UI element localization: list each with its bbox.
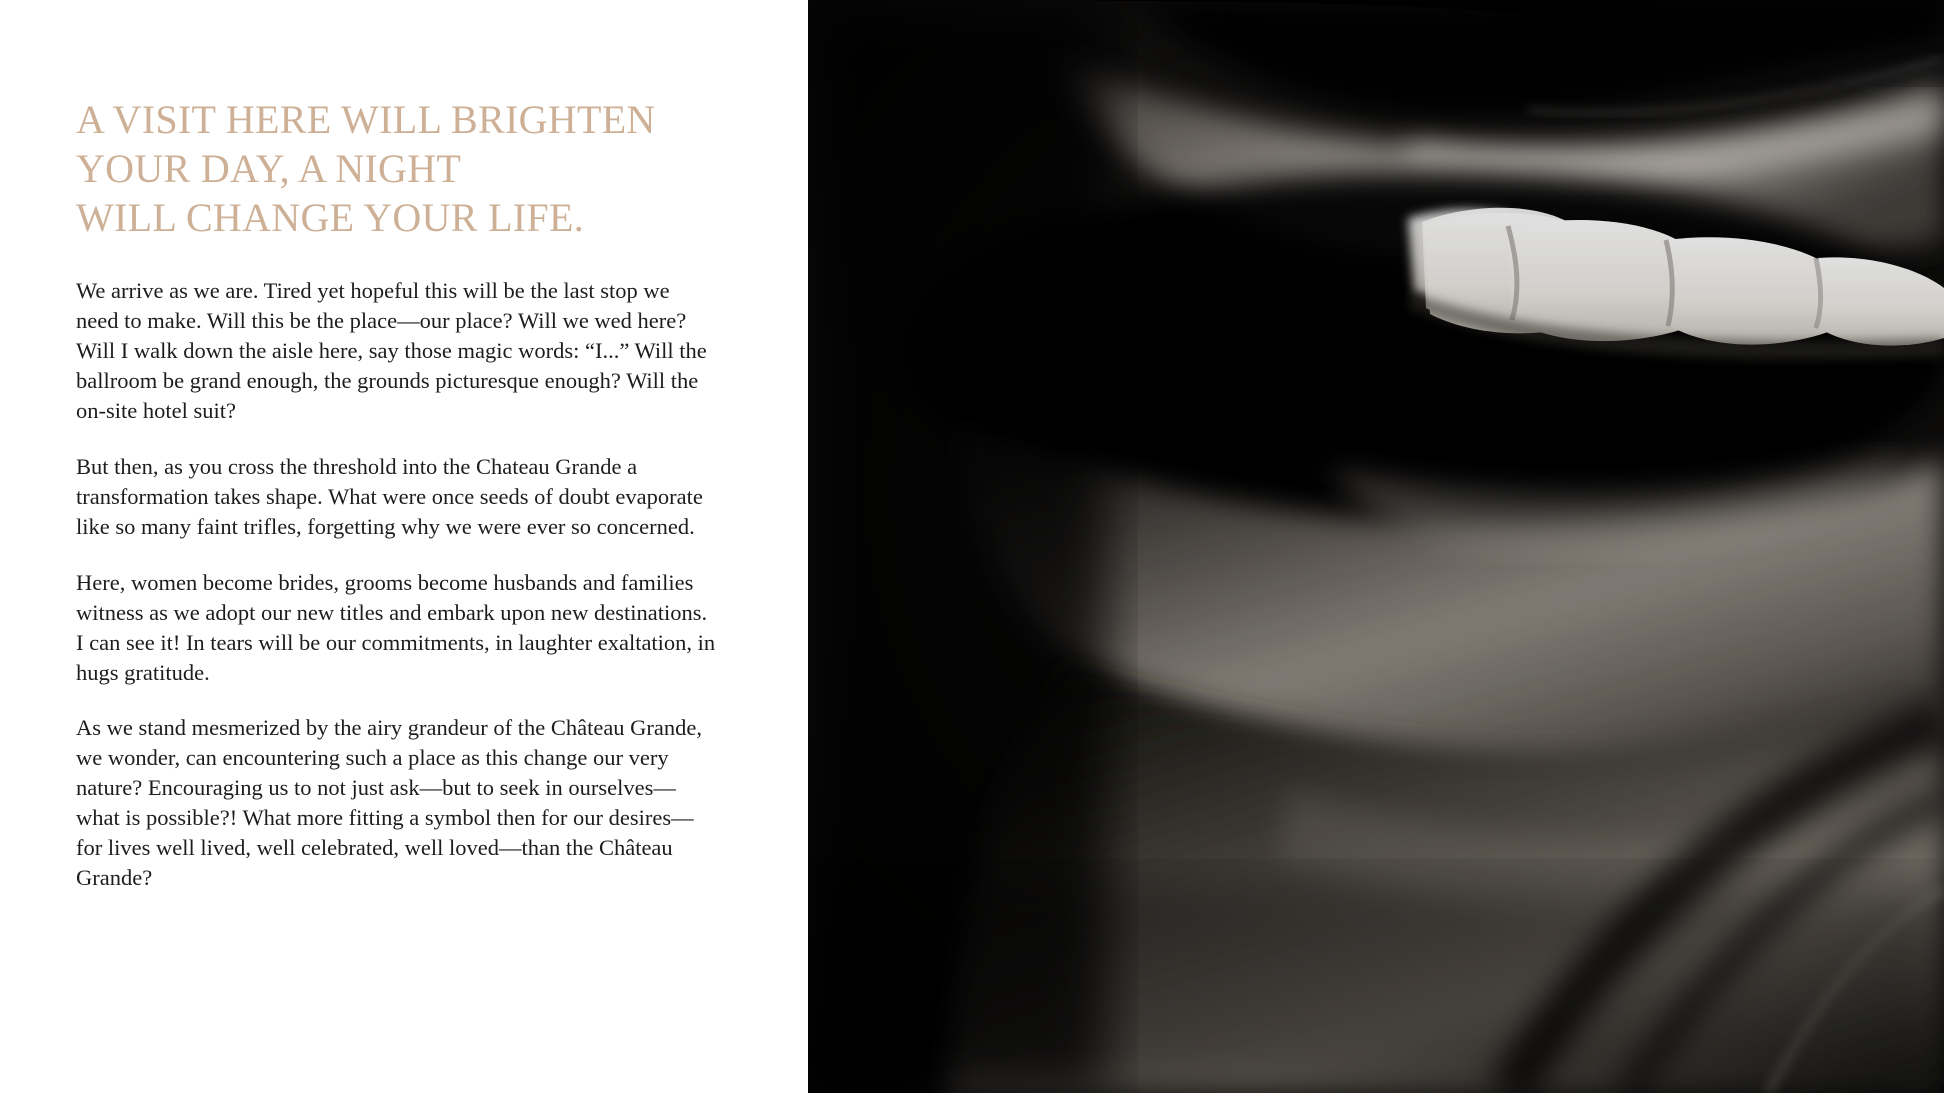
body-paragraph: Here, women become brides, grooms become husbands and families witness as we adopt our new titles and embark upon new destinations. I can see it! In tears will be our commitments, in laughter exaltation, in hugs gratitude. <box>76 569 716 685</box>
headline-line-2: YOUR DAY, A NIGHT <box>76 145 462 191</box>
body-paragraph: We arrive as we are. Tired yet hopeful this will be the last stop we need to make. Will this be the place—our place? Will we wed here? Will I walk down the aisle here, say those magic words: “I...” Will the ballroom be grand enough, the grounds picturesque enough? Will the on-site hotel suit? <box>76 278 707 424</box>
body-paragraph: As we stand mesmerized by the airy grandeur of the Château Grande, we wonder, can encountering such a place as this change our very nature? Encouraging us to not just ask—but to seek in ourselves—what is possible?! What more fitting a symbol then for our desires—for lives well lived, well celebrated, well loved—than the Château Grande? <box>76 715 703 891</box>
page-title <box>76 96 736 242</box>
black-and-white-smile-photo <box>808 0 1944 1093</box>
text-block <box>76 96 736 893</box>
body-copy <box>76 276 736 893</box>
headline-line-1: A VISIT HERE WILL BRIGHTEN <box>76 97 656 142</box>
photo-page <box>808 0 1944 1093</box>
body-paragraph: But then, as you cross the threshold into the Chateau Grande a transformation takes shape. What were once seeds of doubt evaporate like so many faint trifles, forgetting why we were ever so concerned. <box>76 454 703 539</box>
headline-line-3: WILL CHANGE YOUR LIFE. <box>76 194 585 240</box>
text-page <box>0 0 808 1093</box>
